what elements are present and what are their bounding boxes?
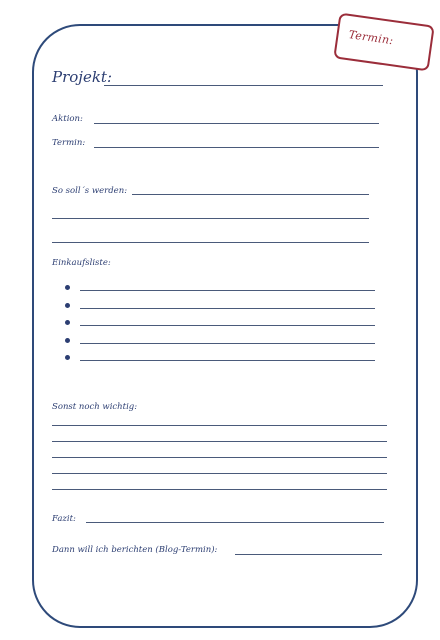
shopping-line[interactable] bbox=[80, 360, 375, 361]
shopping-label: Einkaufsliste: bbox=[52, 258, 111, 268]
form-card bbox=[32, 24, 418, 628]
date-line[interactable] bbox=[94, 147, 379, 148]
blog-label: Dann will ich berichten (Blog-Termin): bbox=[52, 545, 218, 555]
other-line[interactable] bbox=[52, 441, 387, 442]
shopping-bullet bbox=[65, 285, 70, 290]
stamp-label: Termin: bbox=[347, 28, 395, 48]
project-title: Projekt: bbox=[52, 68, 112, 86]
action-label: Aktion: bbox=[52, 114, 83, 124]
date-label: Termin: bbox=[52, 138, 86, 148]
conclusion-line[interactable] bbox=[86, 522, 384, 523]
should-line-1[interactable] bbox=[132, 194, 369, 195]
other-line[interactable] bbox=[52, 489, 387, 490]
conclusion-label: Fazit: bbox=[52, 514, 76, 524]
should-line-3[interactable] bbox=[52, 242, 369, 243]
other-line[interactable] bbox=[52, 457, 387, 458]
project-line[interactable] bbox=[104, 85, 383, 86]
shopping-line[interactable] bbox=[80, 325, 375, 326]
should-line-2[interactable] bbox=[52, 218, 369, 219]
action-line[interactable] bbox=[94, 123, 379, 124]
other-line[interactable] bbox=[52, 425, 387, 426]
shopping-bullet bbox=[65, 338, 70, 343]
blog-line[interactable] bbox=[235, 554, 382, 555]
shopping-line[interactable] bbox=[80, 343, 375, 344]
shopping-bullet bbox=[65, 320, 70, 325]
other-label: Sonst noch wichtig: bbox=[52, 402, 138, 412]
shopping-bullet bbox=[65, 303, 70, 308]
shopping-line[interactable] bbox=[80, 290, 375, 291]
shopping-line[interactable] bbox=[80, 308, 375, 309]
other-line[interactable] bbox=[52, 473, 387, 474]
should-label: So soll´s werden: bbox=[52, 186, 128, 196]
shopping-bullet bbox=[65, 355, 70, 360]
